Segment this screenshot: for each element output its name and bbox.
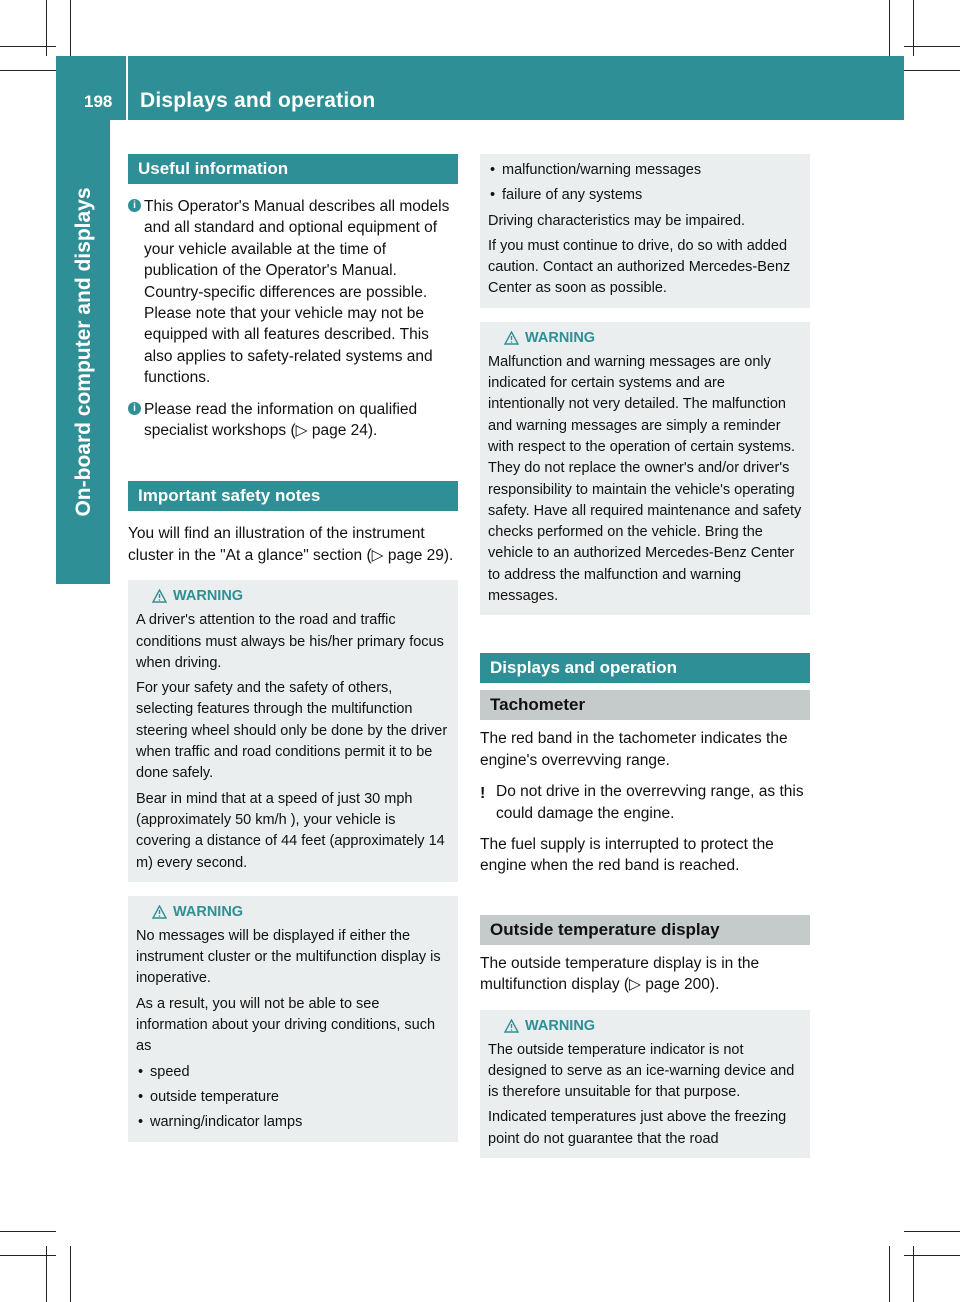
safety-intro: You will find an illustration of the instrument cluster in the "At a glance" section (▷ page 29). [128,525,454,564]
warning-text: Malfunction and warning messages are only indicated for certain systems and are intentionally not very detailed. The malfunction and warning messages are simply a reminder with respect to the operation of certain systems. They do not replace the owner's and/or driver's responsibility to maintain the vehicle's operating safety. Have all required maintenance and safety checks performed on the vehicle. Bring the vehicle to an authorized Mercedes-Benz Center to address the malfunction and warning messages. [488,353,802,605]
tachometer-text: The fuel supply is interrupted to protect the engine when the red band is reached. [480,835,774,875]
warning-text: No messages will be displayed if either the instrument cluster or the multifunction display is inoperative. [136,927,441,987]
warning-triangle-icon [152,589,167,603]
warning-text: Bear in mind that at a speed of just 30 mph (approximately 50 km/h ), your vehicle is covering a distance of 44 feet (approximately 14 m) every second. [136,790,445,871]
useful-information-heading: Useful information [128,154,458,184]
right-column [480,154,810,1158]
warning-box [480,1010,810,1158]
info-paragraph: i Please read the information on qualified specialist workshops (▷ page 24). [128,399,458,442]
warning-triangle-icon [152,905,167,919]
notice-paragraph: ! Do not drive in the overrevving range, as this could damage the engine. [480,783,804,822]
warning-text: A driver's attention to the road and traffic conditions must always be his/her primary focus when driving. [136,612,444,671]
crop-mark [70,0,71,56]
warning-text: Driving characteristics may be impaired. [488,212,746,229]
crop-mark [46,0,47,56]
tachometer-heading: Tachometer [480,690,810,720]
warning-text: The outside temperature indicator is not designed to serve as an ice-warning device and is therefore unsuitable for that purpose. [488,1041,795,1101]
warning-triangle-icon [504,331,519,345]
crop-mark [904,70,960,71]
crop-mark [904,1231,960,1232]
list-item: • outside temperature [136,1087,450,1108]
outside-temperature-heading: Outside temperature display [480,915,810,945]
crop-mark [913,0,914,56]
side-tab-label: On-board computer and displays [72,187,95,517]
running-title: Displays and operation [140,89,376,112]
crop-mark [913,1246,914,1302]
list-item: • malfunction/warning messages [488,160,802,181]
warning-label: WARNING [152,586,450,606]
warning-label: WARNING [152,902,450,922]
warning-triangle-icon [504,1019,519,1033]
list-item: • warning/indicator lamps [136,1112,450,1133]
crop-mark [0,70,56,71]
crop-mark [0,46,56,47]
warning-text: If you must continue to drive, do so with added caution. Contact an authorized Mercedes-Benz Center as soon as possible. [488,237,791,297]
warning-continuation-box [480,154,810,308]
crop-mark [46,1246,47,1302]
warning-box [128,896,458,1142]
crop-mark [0,1231,56,1232]
displays-and-operation-heading: Displays and operation [480,653,810,683]
info-icon: i [128,402,141,415]
info-paragraph: i This Operator's Manual describes all models and all standard and optional equipment of your vehicle available at the time of publication of the Operator's Manual. Country-specific differences are possible. Please note that your vehicle may not be equipped with all features described. This also applies to safety-related systems and functions. [128,196,458,389]
crop-mark [889,1246,890,1302]
header-divider [126,56,128,120]
warning-box [128,580,458,882]
list-item: • speed [136,1062,450,1083]
tachometer-text: The red band in the tachometer indicates the engine's overrevving range. [480,730,788,769]
warning-text: Indicated temperatures just above the freezing point do not guarantee that the road [488,1109,787,1147]
page-number: 198 [84,92,113,111]
warning-label: WARNING [504,328,802,348]
left-column [128,154,458,1142]
crop-mark [70,1246,71,1302]
notice-icon: ! [480,785,486,803]
crop-mark [889,0,890,56]
warning-label: WARNING [504,1016,802,1036]
list-item: • failure of any systems [488,185,802,206]
crop-mark [0,1255,56,1256]
info-icon: i [128,199,141,212]
outside-temperature-text: The outside temperature display is in the multifunction display (▷ page 200). [480,954,760,994]
warning-box [480,322,810,616]
important-safety-notes-heading: Important safety notes [128,481,458,511]
warning-text: For your safety and the safety of others, selecting features through the multifunction steering wheel should only be done by the driver when traffic and road conditions permit it to be done safely. [136,680,448,782]
warning-text: As a result, you will not be able to see information about your driving conditions, such as [136,995,436,1055]
